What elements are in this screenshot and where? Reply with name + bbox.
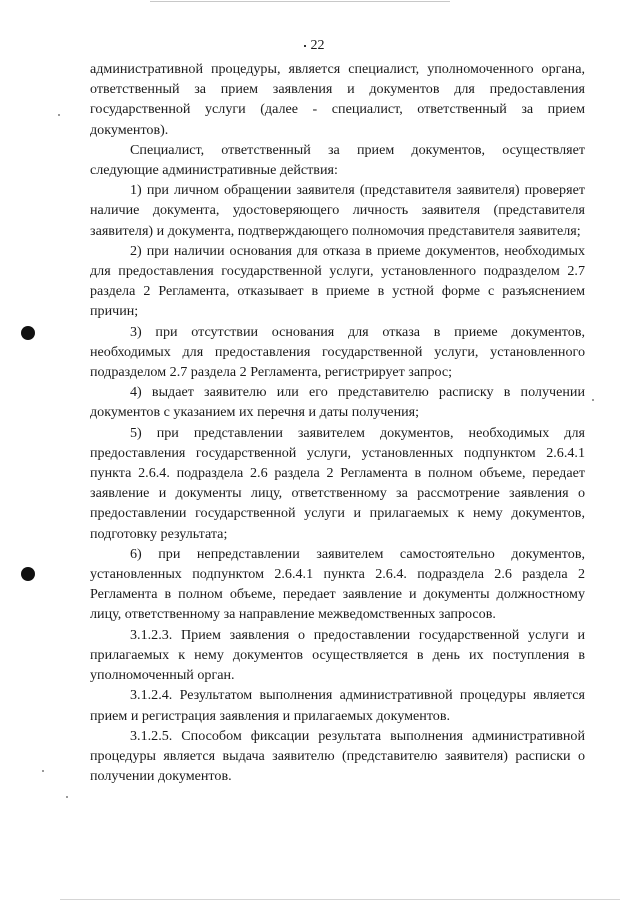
document-body	[90, 59, 585, 786]
scan-speck	[304, 45, 306, 47]
page-number	[0, 38, 628, 54]
page-number-text: 22	[310, 38, 325, 53]
section-3-1-2-5: 3.1.2.5. Способом фиксации результата выполнения административной процедуры является выдача заявителю (представителю заявителя) расписки о получении документов.	[90, 727, 585, 785]
list-item-6: 6) при непредставлении заявителем самостоятельно документов, установленных подпунктом 2.6.4.1 пункта 2.6.4. подраздела 2.6 раздела 2 Регламента в полном объеме, передает заявление и документы должностному лицу, ответственному за направление межведомственных запросов.	[90, 545, 585, 623]
list-item-3: 3) при отсутствии основания для отказа в приеме документов, необходимых для предоставления государственной услуги, установленного подразделом 2.7 раздела 2 Регламента, регистрирует запрос;	[90, 323, 585, 381]
scan-speck	[58, 114, 60, 116]
paragraph-specialist-actions: Специалист, ответственный за прием документов, осуществляет следующие административные действия:	[90, 141, 585, 179]
punch-hole-upper	[21, 326, 35, 340]
scan-speck	[592, 399, 594, 401]
scan-edge-bottom	[60, 899, 620, 900]
scan-speck	[66, 796, 68, 798]
list-item-2: 2) при наличии основания для отказа в приеме документов, необходимых для предоставления государственной услуги, установленного подразделом 2.7 раздела 2 Регламента, отказывает в приеме в устной форме с разъяснением причин;	[90, 242, 585, 320]
scan-speck	[42, 770, 44, 772]
list-item-1: 1) при личном обращении заявителя (представителя заявителя) проверяет наличие документа, удостоверяющего личность заявителя (представителя заявителя) и документа, подтверждающего полномочия представителя заявителя;	[90, 182, 585, 239]
list-item-5: 5) при представлении заявителем документов, необходимых для предоставления государственной услуги, установленных подпунктом 2.6.4.1 пункта 2.6.4. подраздела 2.6 раздела 2 Регламента в полном объеме, передает заявление и документы лицу, ответственному за рассмотрение заявления о предоставлении государственной услуги и прилагаемых к нему документов, подготовку результата;	[90, 424, 585, 542]
list-item-4: 4) выдает заявителю или его представителю расписку в получении документов с указанием их перечня и даты получения;	[90, 384, 585, 421]
section-3-1-2-4: 3.1.2.4. Результатом выполнения административной процедуры является прием и регистрация заявления и прилагаемых документов.	[90, 687, 585, 724]
punch-hole-lower	[21, 567, 35, 581]
scan-edge-top	[150, 1, 450, 2]
section-3-1-2-3: 3.1.2.3. Прием заявления о предоставлении государственной услуги и прилагаемых к нему документов осуществляется в день их поступления в уполномоченный орган.	[90, 626, 585, 684]
paragraph-procedure-responsible: административной процедуры, является специалист, уполномоченного органа, ответственный за прием заявления и документов для предоставления государственной услуги (далее - специалист, ответственный за прием документов).	[90, 61, 585, 138]
